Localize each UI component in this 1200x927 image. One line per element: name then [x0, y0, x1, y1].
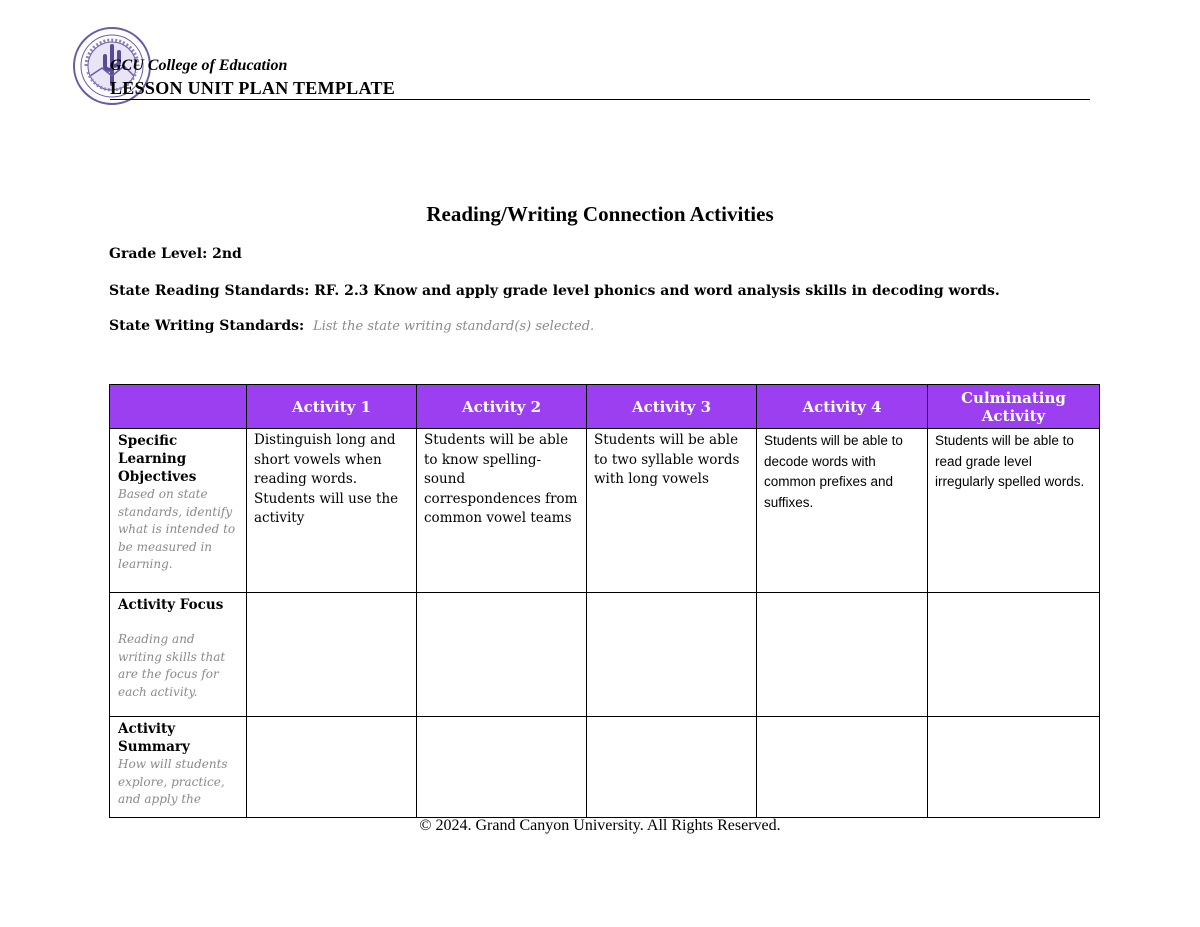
column-header-culminating-activity: Culminating Activity — [928, 385, 1100, 429]
writing-standards-line — [109, 318, 594, 334]
row-description: How will students explore, practice, and apply the — [118, 757, 228, 806]
table-cell[interactable] — [417, 593, 587, 717]
table-cell[interactable] — [587, 717, 757, 818]
template-title: LESSON UNIT PLAN TEMPLATE — [110, 78, 396, 98]
table-cell[interactable] — [247, 593, 417, 717]
page-title: Reading/Writing Connection Activities — [426, 202, 774, 226]
reading-standards-line — [109, 283, 1000, 299]
row-title: Activity Summary — [118, 721, 190, 755]
column-header-activity-4: Activity 4 — [757, 385, 928, 429]
table-cell[interactable] — [247, 717, 417, 818]
row-header-activity-focus — [110, 593, 247, 717]
row-header-activity-summary — [110, 717, 247, 818]
row-description: Based on state standards, identify what is intended to be measured in learning. — [118, 487, 236, 571]
table-cell[interactable] — [757, 593, 928, 717]
table-row — [110, 429, 1100, 593]
reading-standards-label: State Reading Standards: — [109, 283, 310, 299]
grade-level-line — [109, 246, 242, 262]
column-header-activity-2: Activity 2 — [417, 385, 587, 429]
row-description: Reading and writing skills that are the focus for each activity. — [118, 632, 226, 699]
reading-standards-value: RF. 2.3 Know and apply grade level phonics and word analysis skills in decoding words. — [314, 283, 1000, 299]
header-divider — [110, 99, 1090, 100]
column-header-activity-3: Activity 3 — [587, 385, 757, 429]
table-row — [110, 593, 1100, 717]
table-row — [110, 717, 1100, 818]
writing-standards-label: State Writing Standards: — [109, 318, 305, 334]
table-cell[interactable] — [417, 717, 587, 818]
writing-standards-placeholder: List the state writing standard(s) selected. — [313, 319, 595, 334]
activities-table — [109, 384, 1100, 818]
copyright-footer: © 2024. Grand Canyon University. All Rights Reserved. — [419, 817, 781, 834]
column-header-blank — [110, 385, 247, 429]
table-header-row — [110, 385, 1100, 429]
table-cell[interactable] — [587, 593, 757, 717]
row-title: Specific Learning Objectives — [118, 433, 197, 485]
row-header-learning-objectives — [110, 429, 247, 593]
table-cell[interactable] — [928, 593, 1100, 717]
table-cell[interactable]: Students will be able to two syllable words with long vowels — [587, 429, 757, 593]
table-cell[interactable]: Distinguish long and short vowels when reading words. Students will use the activity — [247, 429, 417, 593]
table-cell[interactable]: Students will be able to know spelling-sound correspondences from common vowel teams — [417, 429, 587, 593]
table-cell[interactable] — [757, 717, 928, 818]
grade-level-value: 2nd — [212, 246, 242, 262]
grade-level-label: Grade Level: — [109, 246, 208, 262]
table-cell[interactable]: Students will be able to read grade level irregularly spelled words. — [928, 429, 1100, 593]
table-cell[interactable] — [928, 717, 1100, 818]
row-title: Activity Focus — [118, 597, 224, 613]
column-header-activity-1: Activity 1 — [247, 385, 417, 429]
table-cell[interactable]: Students will be able to decode words with common prefixes and suffixes. — [757, 429, 928, 593]
college-name: GCU College of Education — [110, 57, 288, 74]
